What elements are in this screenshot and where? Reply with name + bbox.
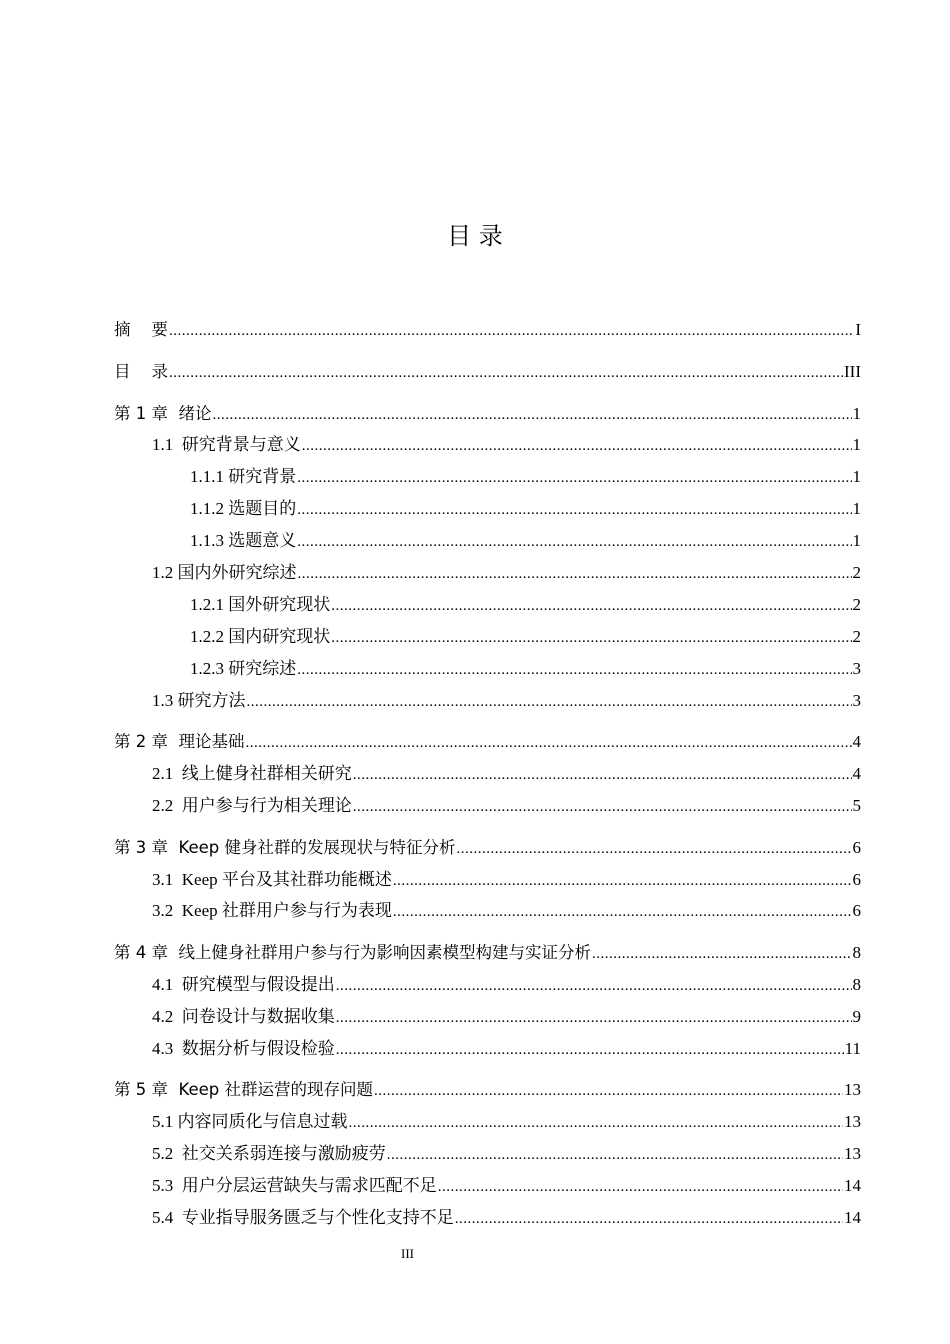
toc-entry-label: 1.2.1 国外研究现状: [190, 595, 331, 614]
toc-entry[interactable]: [152, 1038, 861, 1061]
toc-entry-label: 第 1 章 绪论: [114, 404, 212, 423]
toc-leader-dots: [353, 764, 852, 786]
toc-entry-label: 1.2 国内外研究综述: [152, 563, 297, 582]
toc-leader-dots: [298, 563, 852, 585]
toc-leader-dots: [592, 943, 852, 965]
toc-entry-page: 3: [852, 659, 861, 678]
toc-entry[interactable]: [152, 795, 861, 818]
toc-entry-page: 1: [852, 467, 861, 486]
toc-entry-page: 2: [852, 595, 861, 614]
toc-entry-label: 1.2.3 研究综述: [190, 659, 297, 678]
toc-entry[interactable]: [190, 594, 861, 617]
toc-entry[interactable]: [152, 1207, 861, 1230]
toc-entry[interactable]: [114, 942, 861, 965]
toc-entry-label: 4.3 数据分析与假设检验: [152, 1039, 335, 1058]
toc-entry-label: 5.1 内容同质化与信息过载: [152, 1112, 348, 1131]
toc-leader-dots: [169, 362, 843, 384]
toc-leader-dots: [169, 320, 854, 342]
toc-entry[interactable]: [114, 361, 861, 384]
toc-entry[interactable]: [190, 658, 861, 681]
page-footer-number: III: [401, 1246, 414, 1261]
toc-entry-page: 14: [844, 1176, 861, 1195]
toc-leader-dots: [331, 595, 851, 617]
toc-leader-dots: [247, 691, 852, 713]
toc-entry[interactable]: [114, 319, 861, 342]
toc-entry[interactable]: [152, 974, 861, 997]
toc-leader-dots: [353, 796, 852, 818]
toc-leader-dots: [212, 404, 851, 426]
toc-entry-page: 14: [844, 1208, 861, 1227]
toc-leader-dots: [393, 901, 852, 923]
toc-leader-dots: [297, 467, 851, 489]
toc-leader-dots: [455, 1208, 843, 1230]
toc-entry-label: 2.2 用户参与行为相关理论: [152, 796, 352, 815]
toc-entry[interactable]: [152, 434, 861, 457]
toc-entry-page: 8: [852, 975, 861, 994]
toc-entry[interactable]: [114, 731, 861, 754]
toc-entry-label: 第 5 章 Keep 社群运营的现存问题: [114, 1080, 373, 1099]
toc-entry[interactable]: [114, 403, 861, 426]
toc-leader-dots: [302, 435, 852, 457]
toc-entry-label: 1.3 研究方法: [152, 691, 246, 710]
toc-entry[interactable]: [152, 763, 861, 786]
toc-entry-label: 5.2 社交关系弱连接与激励疲劳: [152, 1144, 386, 1163]
toc-entry-page: 1: [852, 435, 861, 454]
toc-entry-page: 9: [852, 1007, 861, 1026]
toc-entry[interactable]: [190, 498, 861, 521]
toc-entry-label: 1.1.1 研究背景: [190, 467, 297, 486]
toc-entry-label: 5.3 用户分层运营缺失与需求匹配不足: [152, 1176, 437, 1195]
toc-leader-dots: [297, 659, 851, 681]
toc-entry-label: 3.1 Keep 平台及其社群功能概述: [152, 870, 392, 889]
toc-entry[interactable]: [114, 837, 861, 860]
toc-leader-dots: [336, 1007, 852, 1029]
toc-entry[interactable]: [152, 1006, 861, 1029]
toc-leader-dots: [374, 1080, 843, 1102]
toc-entry-page: III: [844, 362, 861, 381]
toc-entry-label: 2.1 线上健身社群相关研究: [152, 764, 352, 783]
toc-entry-label: 第 4 章 线上健身社群用户参与行为影响因素模型构建与实证分析: [114, 943, 591, 962]
toc-entry-page: 5: [852, 796, 861, 815]
toc-entry-page: 6: [852, 838, 861, 857]
toc-entry-label: 1.1.2 选题目的: [190, 499, 297, 518]
toc-entry-page: 13: [844, 1112, 861, 1131]
toc-leader-dots: [336, 1039, 844, 1061]
toc-entry[interactable]: [152, 900, 861, 923]
toc-entry-page: 2: [852, 563, 861, 582]
toc-entry-page: 6: [852, 870, 861, 889]
toc-leader-dots: [336, 975, 852, 997]
toc-entry-page: 4: [852, 764, 861, 783]
toc-entry-label: 第 2 章 理论基础: [114, 732, 245, 751]
toc-entry[interactable]: [152, 1111, 861, 1134]
toc-leader-dots: [438, 1176, 843, 1198]
toc-entry-label: 4.2 问卷设计与数据收集: [152, 1007, 335, 1026]
toc-entry[interactable]: [152, 562, 861, 585]
toc-leader-dots: [349, 1112, 844, 1134]
page-title: 目 录: [447, 222, 503, 250]
toc-leader-dots: [297, 531, 851, 553]
toc-entry-page: 2: [852, 627, 861, 646]
toc-entry-page: 11: [844, 1039, 861, 1058]
toc-entry[interactable]: [114, 1079, 861, 1102]
toc-entry[interactable]: [190, 530, 861, 553]
toc-entry[interactable]: [190, 466, 861, 489]
toc-entry-page: I: [855, 320, 861, 339]
toc-entry[interactable]: [190, 626, 861, 649]
toc-leader-dots: [393, 870, 852, 892]
toc-entry-label: 第 3 章 Keep 健身社群的发展现状与特征分析: [114, 838, 456, 857]
toc-entry-page: 8: [852, 943, 861, 962]
toc-leader-dots: [297, 499, 851, 521]
toc-entry-label: 5.4 专业指导服务匮乏与个性化支持不足: [152, 1208, 454, 1227]
toc-entry-label: 目 录: [114, 362, 168, 381]
toc-entry[interactable]: [152, 869, 861, 892]
toc-entry-page: 1: [852, 404, 861, 423]
toc-entry-page: 3: [852, 691, 861, 710]
toc-leader-dots: [457, 838, 852, 860]
toc-entry-page: 4: [852, 732, 861, 751]
toc-entry-label: 4.1 研究模型与假设提出: [152, 975, 335, 994]
toc-entry-label: 1.2.2 国内研究现状: [190, 627, 331, 646]
toc-entry-page: 13: [844, 1144, 861, 1163]
toc-entry-page: 1: [852, 499, 861, 518]
toc-entry-page: 13: [844, 1080, 861, 1099]
toc-entry-page: 1: [852, 531, 861, 550]
toc-entry-label: 摘 要: [114, 320, 168, 339]
toc-entry-label: 3.2 Keep 社群用户参与行为表现: [152, 901, 392, 920]
toc-entry-page: 6: [852, 901, 861, 920]
toc-entry-label: 1.1 研究背景与意义: [152, 435, 301, 454]
toc-leader-dots: [245, 732, 851, 754]
toc-entry-label: 1.1.3 选题意义: [190, 531, 297, 550]
toc-leader-dots: [331, 627, 851, 649]
toc-leader-dots: [387, 1144, 843, 1166]
toc-entry[interactable]: [152, 690, 861, 713]
toc-entry[interactable]: [152, 1175, 861, 1198]
toc-entry[interactable]: [152, 1143, 861, 1166]
